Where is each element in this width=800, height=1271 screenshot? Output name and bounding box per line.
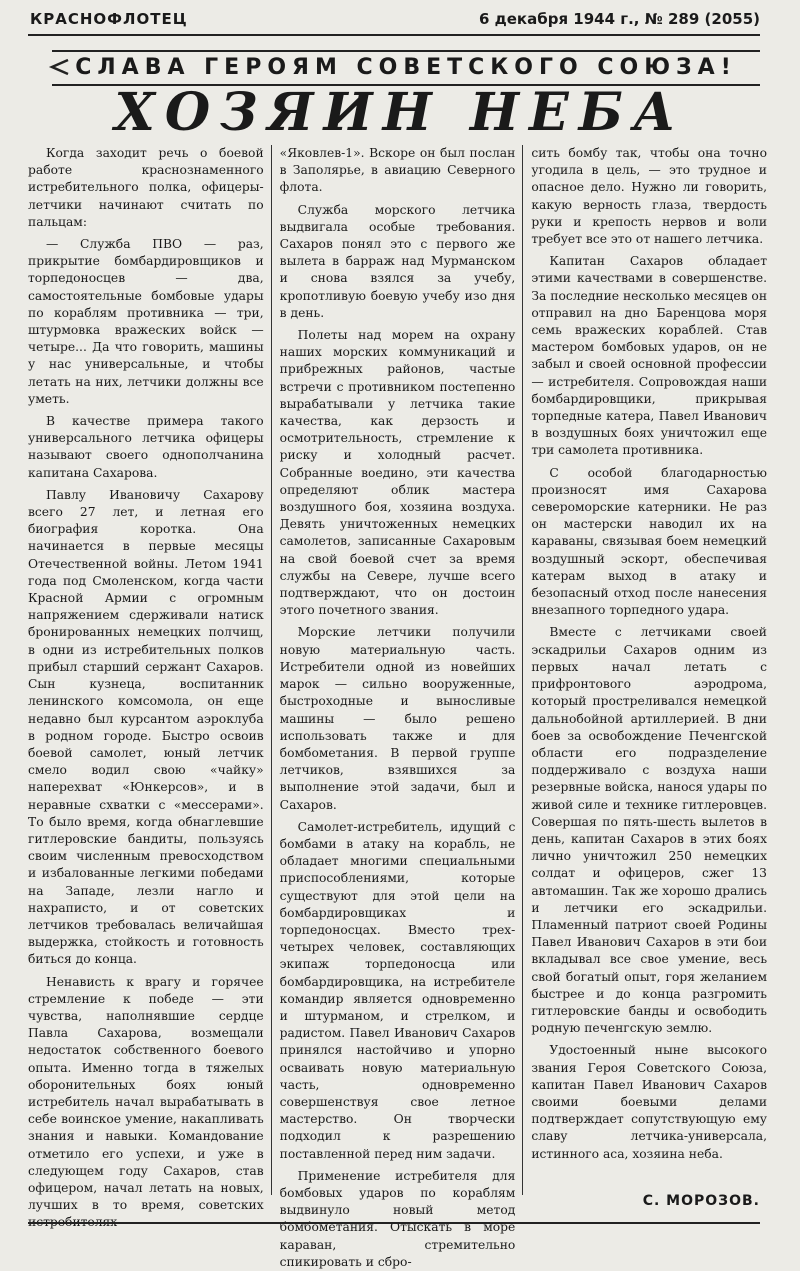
- paragraph: Павлу Ивановичу Сахарову всего 27 лет, и летная его биография коротка. Она начинается в первые месяцы Отечественной войны. Летом 1941 года под Смоленском, когда части Красной Армии с огромным напряжением сдерживали натиск бронированных немецких полчищ, в одни из истребительных полков прибыл старший сержант Сахаров. Сын кузнеца, воспитанник ленинского комсомола, он еще недавно был курсантом аэроклуба в родном городе. Быстро освоив боевой самолет, юный летчик смело водил свою «чайку» наперехват «Юнкерсов», и в неравные схватки с «мессерами». То было время, когда обнаглевшие гитлеровские бандиты, пользуясь своим численным превосходством и избалованные легкими победами на Западе, лезли нагло и нахраписто, и от советских летчиков требовалась величайшая выдержка, стойкость и готовность биться до конца.: [28, 487, 264, 967]
- paragraph: «Яковлев-1». Вскоре он был послан в Заполярье, в авиацию Северного флота.: [279, 146, 516, 195]
- article-headline: ХОЗЯИН НЕБА: [114, 82, 686, 143]
- paragraph: Удостоенный ныне высокого звания Героя Советского Союза, капитан Павел Иванович Сахаров своими боевыми делами подтверждает сопутствующую ему славу летчика-универсала, истинного аса, хозяина неба.: [531, 1043, 768, 1161]
- paragraph: Полеты над морем на охрану наших морских коммуникаций и прибрежных районов, частые встречи с противником постепенно вырабатывали у летчика такие качества, как дерзость и осмотрительность, стремление к риску и холодный расчет. Собранные воедино, эти качества определяют облик мастера воздушного боя, хозяина воздуха. Девять уничтоженных немецких самолетов, записанные Сахаровым на свой боевой счет за время службы на Севере, лучше всего подтверждают, что он достоин этого почетного звания.: [279, 328, 516, 618]
- paragraph: Вместе с летчиками своей эскадрильи Сахаров одним из первых начал летать с прифронтового аэродрома, который простреливался немецкой дальнобойной артиллерией. В дни боев за освобождение Печенгской области его подразделение поддерживало с воздуха наши резервные войска, нанося удары по живой силе и технике гитлеровцев. Совершая по пять-шесть вылетов в день, капитан Сахаров в этих боях лично уничтожил 250 немецких солдат и офицеров, сжег 13 автомашин. Так же хорошо дрались и летчики его эскадрильи. Пламенный патриот своей Родины Павел Иванович Сахаров в эти бои вкладывал все свое умение, весь свой богатый опыт, горя желанием быстрее и до конца разгромить гитлеровские банды и освободить родную печенгскую землю.: [531, 625, 768, 1036]
- paragraph: — Служба ПВО — раз, прикрытие бомбардировщиков и торпедоносцев — два, самостоятельные бомбовые удары по кораблям противника — три, штурмовка вражеских войск — четыре... Да что говорить, машины у нас универсальные, и чтобы летать на них, летчики должны все уметь.: [28, 237, 264, 406]
- section-banner: СЛАВА ГЕРОЯМ СОВЕТСКОГО СОЮЗА!: [52, 50, 760, 86]
- top-rule: [28, 34, 760, 36]
- column-2: [271, 145, 523, 1269]
- issue-date-number: 6 декабря 1944 г., № 289 (2055): [478, 10, 760, 28]
- paragraph: В качестве примера такого универсального летчика офицеры называют своего однополчанина капитана Сахарова.: [28, 414, 264, 480]
- paragraph: сить бомбу так, чтобы она точно угодила в цель, — это трудное и опасное дело. Нужно ли говорить, какую верность глаза, твердость руки и крепость нервов и воли требует все это от нашего летчика.: [531, 146, 768, 247]
- paragraph: Морские летчики получили новую материальную часть. Истребители одной из новейших марок — сильно вооруженные, быстроходные и выносливые машины — было решено использовать также и для бомбометания. В первой группе летчиков, взявшихся за выполнение этой задачи, был и Сахаров.: [279, 625, 516, 812]
- paragraph: Применение истребителя для бомбовых ударов по кораблям выдвинуло новый метод бомбометания. Отыскать в море караван, стремительно спикировать и сбро-: [279, 1168, 516, 1269]
- masthead: [30, 8, 760, 30]
- paragraph: С особой благодарностью произносят имя Сахарова североморские катерники. Не раз он мастерски наводил их на караваны, связывая боем немецкий воздушный эскорт, обеспечивая катерам выход в атаку и безопасный отход после нанесения внезапного торпедного удара.: [531, 465, 768, 618]
- paragraph: Ненависть к врагу и горячее стремление к победе — эти чувства, наполнявшие сердце Павла Сахарова, возмещали недостаток собственного боевого опыта. Именно тогда в тяжелых оборонительных боях юный истребитель начал вырабатывать в себе воинское умение, накапливать знания и навыки. Командование отметило его успехи, и уже в следующем году Сахаров, став офицером, начал летать на новых, лучших в то время, советских истребителях: [28, 974, 264, 1230]
- paragraph: Когда заходит речь о боевой работе краснознаменного истребительного полка, офицеры-летчики начинают считать по пальцам:: [28, 146, 264, 229]
- paragraph: Капитан Сахаров обладает этими качествами в совершенстве. За последние несколько месяцев он отправил на дно Баренцова моря семь вражеских кораблей. Став мастером бомбовых ударов, он не забыл и своей основной профессии — истребителя. Сопровождая наши бомбардировщики, прикрывая торпедные катера, Павел Иванович в воздушных боях уничтожил еще три самолета противника.: [531, 254, 768, 458]
- author-signature: С. МОРОЗОВ.: [642, 1193, 760, 1209]
- newspaper-name: КРАСНОФЛОТЕЦ: [30, 10, 188, 28]
- bottom-rule: [28, 1222, 760, 1224]
- column-3: [522, 145, 774, 1195]
- paragraph: Самолет-истребитель, идущий с бомбами в атаку на корабль, не обладает многими специальными приспособлениями, которые существуют для этой цели на бомбардировщиках и торпедоносцах. Вместо трех-четырех человек, составляющих экипаж торпедоносца или бомбардировщика, на истребителе командир является одновременно и штурманом, и стрелком, и радистом. Павел Иванович Сахаров принялся настойчиво и упорно осваивать новую материальную часть, одновременно совершенствуя свое летное мастерство. Он творчески подходил к разрешению поставленной перед ним задачи.: [279, 819, 516, 1161]
- paragraph: Служба морского летчика выдвигала особые требования. Сахаров понял это с первого же вылета в барраж над Мурманском и снова взялся за учебу, кропотливую боевую учебу изо дня в день.: [279, 202, 516, 320]
- column-1: [28, 145, 271, 1230]
